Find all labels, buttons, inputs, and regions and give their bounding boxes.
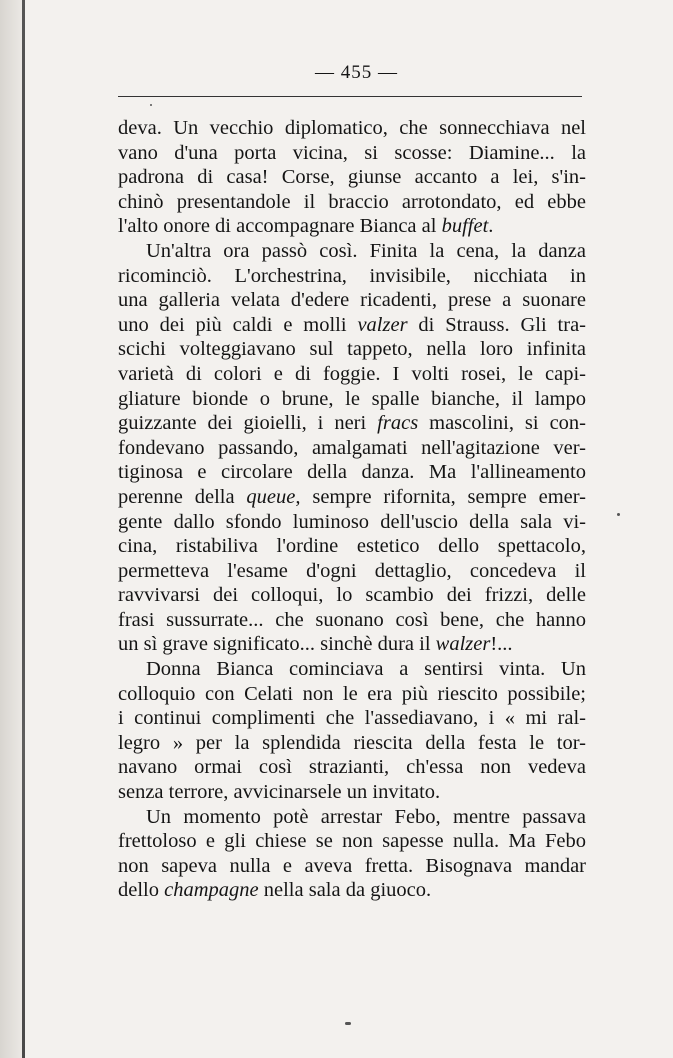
text-segment: tiginosa e circolare della danza. Ma l'allineamento: [118, 461, 586, 484]
text-segment: senza terrore, avvicinarsele un invitato.: [118, 781, 441, 804]
text-line: [118, 165, 586, 190]
text-segment: uno dei più caldi e molli: [118, 313, 358, 336]
text-segment: .: [488, 215, 494, 238]
text-line: [118, 559, 586, 584]
text-segment: di Strauss. Gli tra-: [407, 313, 586, 336]
text-segment: scichi volteggiavano sul tappeto, nella loro infinita: [118, 338, 586, 361]
text-line: [118, 460, 586, 485]
text-segment: navano ormai così strazianti, ch'essa non vedeva: [118, 756, 586, 779]
text-segment: gliature bionde o brune, le spalle bianche, il lampo: [118, 387, 586, 410]
text-line: [118, 141, 586, 166]
text-line: [118, 239, 586, 264]
text-line: [118, 632, 586, 657]
text-segment: nella sala da giuoco.: [258, 879, 432, 902]
text-line: [118, 313, 586, 338]
text-segment: frasi sussurrate... che suonano così bene, che hanno: [118, 608, 586, 631]
text-segment: frettoloso e gli chiese se non sapesse nulla. Ma Febo: [118, 830, 586, 853]
text-line: [118, 190, 586, 215]
text-line: [118, 731, 586, 756]
page-number: — 455 —: [315, 62, 398, 83]
text-segment: perenne della: [118, 485, 247, 508]
text-segment: guizzante dei gioielli, i neri: [118, 412, 378, 435]
text-segment: vano d'una porta vicina, si scosse: Diamine... la: [118, 141, 586, 164]
text-segment: Donna Bianca cominciava a sentirsi vinta. Un: [146, 658, 586, 681]
ink-speck: [345, 1022, 351, 1025]
text-line: [118, 878, 586, 903]
page-header: [0, 62, 673, 84]
text-segment: l'alto onore di accompagnare Bianca al: [118, 215, 442, 238]
italic-word: fracs: [377, 412, 419, 435]
text-segment: i continui complimenti che l'assediavano, i « mi ral-: [118, 707, 586, 730]
text-line: [118, 214, 586, 239]
text-segment: chinò presentandole il braccio arrotondato, ed ebbe: [118, 190, 586, 213]
text-line: [118, 780, 586, 805]
text-segment: ricominciò. L'orchestrina, invisibile, nicchiata in: [118, 264, 586, 287]
text-line: [118, 829, 586, 854]
italic-word: valzer: [357, 313, 408, 336]
header-rule: [118, 96, 582, 97]
text-line: [118, 411, 586, 436]
text-line: [118, 805, 586, 830]
text-segment: dello: [118, 879, 165, 902]
ink-speck: [617, 513, 620, 516]
text-segment: cina, ristabiliva l'ordine estetico dello spettacolo,: [118, 535, 586, 558]
text-line: [118, 337, 586, 362]
gutter-shadow: [0, 0, 22, 1058]
text-line: [118, 387, 586, 412]
text-segment: deva. Un vecchio diplomatico, che sonnecchiava nel: [118, 117, 586, 139]
text-line: [118, 362, 586, 387]
binding-edge: [22, 0, 25, 1058]
text-segment: !...: [490, 633, 513, 656]
text-line: [118, 608, 586, 633]
text-segment: Un'altra ora passò così. Finita la cena, la danza: [146, 239, 586, 262]
text-segment: ravvivarsi dei colloqui, lo scambio dei frizzi, delle: [118, 584, 586, 607]
text-segment: non sapeva nulla e aveva fretta. Bisognava mandar: [118, 854, 586, 877]
text-segment: permetteva l'esame d'ogni dettaglio, concedeva il: [118, 559, 586, 582]
text-segment: colloquio con Celati non le era più riescito possibile;: [118, 682, 586, 705]
text-segment: una galleria velata d'edere ricadenti, prese a suonare: [118, 289, 586, 312]
body-text: [118, 116, 586, 903]
text-segment: gente dallo sfondo luminoso dell'uscio della sala vi-: [118, 510, 586, 533]
text-line: [118, 288, 586, 313]
text-line: [118, 755, 586, 780]
text-segment: sempre rifornita, sempre emer-: [300, 485, 586, 508]
ink-speck: [150, 104, 152, 106]
italic-word: buffet: [441, 215, 489, 238]
text-line: [118, 657, 586, 682]
text-line: [118, 854, 586, 879]
text-segment: padrona di casa! Corse, giunse accanto a lei, s'in-: [118, 166, 586, 189]
text-segment: varietà di colori e di foggie. I volti rosei, le capi-: [118, 362, 586, 385]
text-line: [118, 682, 586, 707]
text-segment: un sì grave significato... sinchè dura il: [118, 633, 436, 656]
italic-word: walzer: [435, 633, 491, 656]
italic-word: queue,: [246, 485, 301, 508]
text-segment: Un momento potè arrestar Febo, mentre passava: [146, 805, 586, 828]
text-line: [118, 264, 586, 289]
italic-word: champagne: [164, 879, 259, 902]
text-line: [118, 436, 586, 461]
text-line: [118, 510, 586, 535]
text-line: [118, 583, 586, 608]
text-line: [118, 534, 586, 559]
text-line: [118, 706, 586, 731]
text-line: [118, 485, 586, 510]
text-segment: legro » per la splendida riescita della festa le tor-: [118, 731, 586, 754]
text-segment: fondevano passando, amalgamati nell'agitazione ver-: [118, 436, 586, 459]
text-segment: mascolini, si con-: [418, 412, 586, 435]
text-line: [118, 116, 586, 141]
